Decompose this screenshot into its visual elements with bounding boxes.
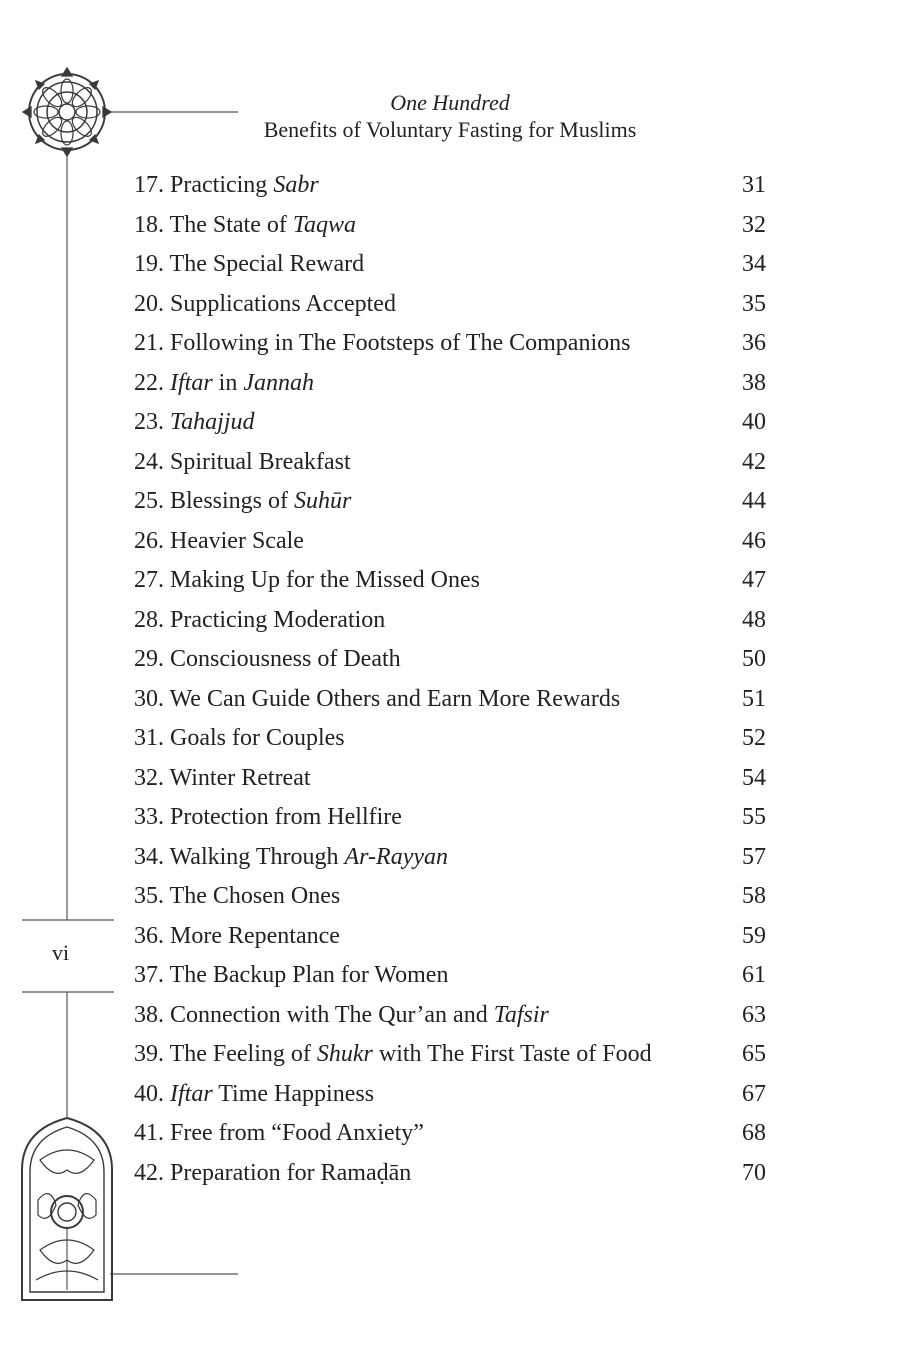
toc-entry-title-part: 26. Heavier Scale: [134, 527, 304, 554]
toc-entry-title-part: with The First Taste of Food: [372, 1041, 652, 1067]
toc-entry-title-italic-part: Sabr: [273, 172, 319, 198]
toc-entry-title: [134, 567, 480, 594]
toc-entry-title: [134, 449, 351, 476]
toc-entry-title-italic-part: Taqwa: [292, 211, 357, 238]
toc-entry-title-part: 28. Practicing Moderation: [134, 606, 386, 633]
toc-entry: [134, 488, 766, 528]
toc-entry-title: [134, 330, 630, 357]
toc-entry-title-italic-part: Iftar: [170, 1080, 213, 1107]
toc-entry: [134, 1002, 766, 1042]
toc-entry-title-part: 33. Protection from Hellfire: [134, 804, 402, 830]
toc-entry: [134, 172, 766, 212]
toc-entry: [134, 686, 766, 726]
toc-entry-title-part: 30. We Can Guide Others and Earn More Rewards: [134, 685, 621, 712]
toc-entry-title-part: 29. Consciousness of Death: [134, 646, 401, 672]
toc-entry: [134, 1041, 766, 1081]
header-book-title-line1: One Hundred: [390, 90, 510, 115]
toc-entry-title-part: 32. Winter Retreat: [134, 764, 311, 791]
toc-entry-page: 44: [742, 488, 766, 514]
toc-entry-title: [134, 686, 620, 713]
toc-entry-page: 46: [742, 527, 766, 554]
toc-entry: [134, 1160, 766, 1200]
toc-entry-title: [134, 923, 340, 950]
toc-entry-title: [134, 1160, 411, 1187]
toc-entry-page: 47: [742, 567, 766, 593]
toc-entry-page: 42: [742, 448, 766, 475]
toc-entry-title-part: 39. The Feeling of: [134, 1041, 317, 1067]
toc-entry-page: 51: [742, 685, 766, 712]
toc-entry-page: 68: [742, 1120, 766, 1146]
toc-entry-title-italic-part: Jannah: [243, 369, 314, 396]
toc-entry-page: 40: [742, 409, 766, 435]
toc-entry-page: 58: [742, 883, 766, 909]
toc-entry-page: 63: [742, 1001, 766, 1028]
toc-entry-title: [134, 1002, 549, 1029]
toc-entry-title: [134, 844, 448, 871]
toc-entry-title: [134, 725, 345, 752]
toc-entry-title: [134, 172, 319, 199]
toc-entry: [134, 646, 766, 686]
toc-entry: [134, 962, 766, 1002]
toc-entry-title: [134, 607, 385, 634]
toc-entry: [134, 1081, 766, 1121]
toc-entry-page: 54: [742, 764, 766, 791]
page-number: vi: [52, 940, 70, 965]
toc-entry-title-part: 41. Free from “Food Anxiety”: [134, 1120, 424, 1146]
toc-entry-title-part: 20. Supplications Accepted: [134, 290, 396, 317]
toc-entry-title-part: 19. The Special Reward: [134, 251, 365, 277]
toc-entry-page: 55: [742, 804, 766, 830]
toc-entry-title-part: 35. The Chosen Ones: [134, 883, 341, 909]
toc-entry-page: 48: [742, 606, 766, 633]
toc-entry-title-part: 25. Blessings of: [134, 488, 295, 514]
toc-entry-title-italic-part: Tafsir: [493, 1001, 549, 1028]
toc-entry-page: 36: [742, 330, 766, 356]
toc-entry: [134, 765, 766, 805]
toc-entry-page: 31: [742, 172, 766, 198]
toc-entry: [134, 449, 766, 489]
toc-entry-title: [134, 1041, 652, 1068]
toc-entry-title: [134, 962, 448, 989]
toc-entry-title-italic-part: Iftar: [170, 369, 213, 396]
toc-entry-page: 65: [742, 1041, 766, 1067]
toc-entry-title-part: 42. Preparation for Ramaḍān: [134, 1159, 412, 1186]
toc-entry-page: 50: [742, 646, 766, 672]
toc-entry: [134, 567, 766, 607]
toc-entry-title: [134, 883, 340, 910]
toc-entry-title-italic-part: Shukr: [316, 1041, 373, 1067]
toc-entry-page: 52: [742, 725, 766, 751]
toc-entry: [134, 844, 766, 884]
toc-entry-title: [134, 291, 396, 318]
toc-entry-title-part: 31. Goals for Couples: [134, 725, 345, 751]
toc-entry-title-part: 37. The Backup Plan for Women: [134, 962, 449, 988]
toc-entry-title-part: 21. Following in The Footsteps of The Companions: [134, 330, 631, 356]
toc-entry-page: 57: [742, 843, 766, 870]
toc-entry: [134, 1120, 766, 1160]
header-book-title-line2: Benefits of Voluntary Fasting for Muslims: [263, 117, 637, 142]
rosette-ornament-icon: [23, 68, 111, 156]
toc-entry-title: [134, 212, 356, 239]
toc-entry-page: 59: [742, 922, 766, 949]
running-header: [200, 90, 700, 144]
toc-entry: [134, 330, 766, 370]
toc-entry-title-part: 17. Practicing: [134, 172, 274, 198]
toc-entry: [134, 528, 766, 568]
toc-entry-title: [134, 528, 304, 555]
toc-entry: [134, 883, 766, 923]
toc-entry: [134, 291, 766, 331]
toc-entry-page: 67: [742, 1080, 766, 1107]
toc-entry-title-part: 36. More Repentance: [134, 922, 340, 949]
toc-entry-page: 34: [742, 251, 766, 277]
toc-entry: [134, 409, 766, 449]
toc-entry-page: 70: [742, 1159, 766, 1186]
toc-entry-title-italic-part: Tahajjud: [170, 409, 255, 435]
toc-entry-title: [134, 370, 314, 397]
toc-entry-title-part: 34. Walking Through: [134, 843, 345, 870]
toc-entry-title-italic-part: Ar-Rayyan: [344, 843, 448, 870]
toc-entry: [134, 370, 766, 410]
toc-entry-title-part: in: [212, 369, 244, 396]
toc-entry-title-part: 23.: [134, 409, 170, 435]
toc-entry-title: [134, 1120, 424, 1147]
toc-entry-title-part: 22.: [134, 369, 170, 396]
toc-entry-page: 38: [742, 369, 766, 396]
toc-entry-page: 35: [742, 290, 766, 317]
toc-entry-title: [134, 409, 254, 436]
toc-entry-page: 61: [742, 962, 766, 988]
toc-entry: [134, 804, 766, 844]
toc-entry-title-part: 27. Making Up for the Missed Ones: [134, 567, 480, 593]
toc-entry-title: [134, 765, 311, 792]
toc-entry: [134, 923, 766, 963]
toc-entry: [134, 212, 766, 252]
toc-entry-title: [134, 804, 402, 831]
toc-entry-title-part: 24. Spiritual Breakfast: [134, 448, 351, 475]
toc-entry-title-part: 18. The State of: [134, 211, 293, 238]
toc-entry-title: [134, 251, 364, 278]
table-of-contents: [134, 172, 766, 1199]
toc-entry: [134, 607, 766, 647]
toc-entry-title: [134, 1081, 374, 1108]
toc-entry-title-italic-part: Suhūr: [294, 488, 352, 514]
toc-entry-title-part: Time Happiness: [212, 1080, 375, 1107]
toc-entry-title: [134, 488, 351, 515]
toc-entry-title: [134, 646, 401, 673]
arch-window-ornament-icon: [22, 1118, 112, 1300]
toc-entry-title-part: 40.: [134, 1080, 170, 1107]
toc-entry: [134, 251, 766, 291]
toc-entry-page: 32: [742, 211, 766, 238]
toc-entry: [134, 725, 766, 765]
toc-entry-title-part: 38. Connection with The Qur’an and: [134, 1001, 494, 1028]
